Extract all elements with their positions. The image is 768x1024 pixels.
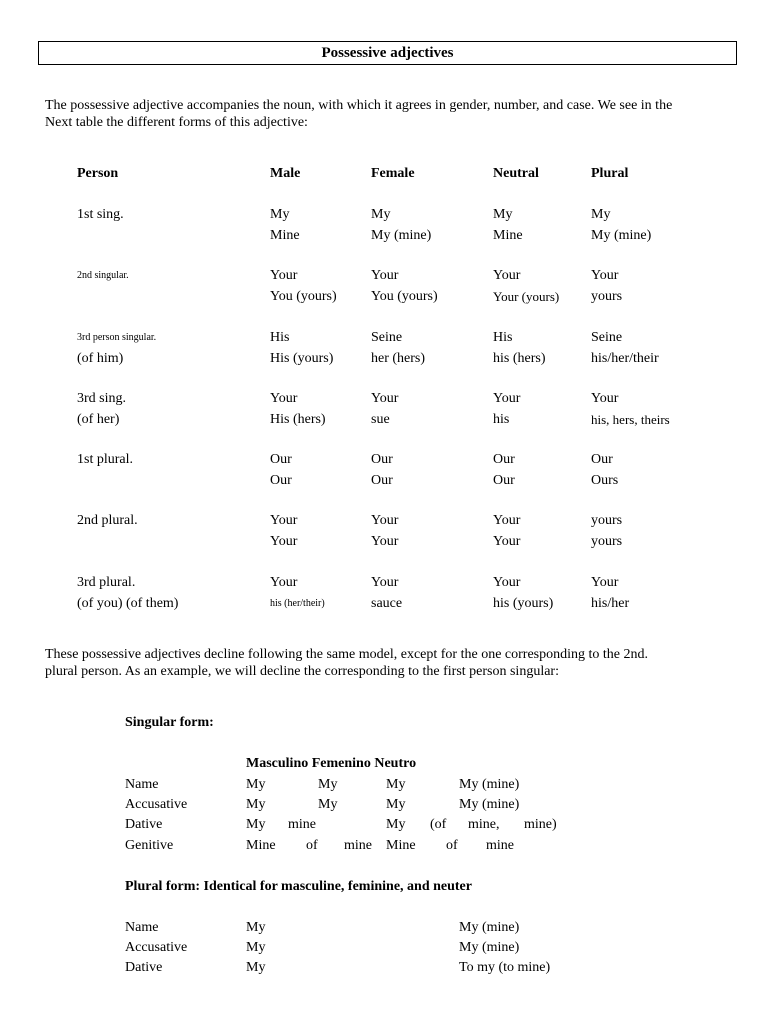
table-cell-plural: Your [591,575,619,590]
person-label: 3rd plural. [77,575,136,590]
table-cell-neutral: Mine [493,228,523,243]
table-cell-female: My (mine) [371,228,432,243]
declension-cell: My [386,777,406,792]
table-cell-male: Your [270,268,298,283]
person-label: 2nd singular. [77,270,129,281]
intro-text-1: The possessive adjective accompanies the noun, with which it agrees in gender, number, and case. We see in the [45,98,673,113]
declension-case-label: Accusative [125,797,188,812]
table-cell-neutral: Your [493,534,521,549]
table-cell-plural: Your [591,391,619,406]
declension-case-label: Name [125,920,159,935]
declension-cell: My [386,797,406,812]
person-label: (of her) [77,412,120,427]
declension-cell: My [246,817,266,832]
declension-cell: My (mine) [459,940,520,955]
declension-cell: My [246,920,266,935]
person-label: 1st plural. [77,452,133,467]
person-label: (of him) [77,351,124,366]
table-cell-male: Your [270,513,298,528]
person-label: 1st sing. [77,207,124,222]
header-female: Female [371,166,415,181]
outro-line-1 [45,646,725,663]
declension-case-label: Dative [125,960,163,975]
title-box [38,41,737,65]
table-cell-plural: his/her/their [591,351,659,366]
outro-paragraph [45,646,725,680]
table-cell-female: sauce [371,596,403,611]
table-cell-female: sue [371,412,390,427]
declension-cell: mine [486,838,514,853]
table-cell-neutral: Your [493,391,521,406]
table-cell-female: Your [371,534,399,549]
table-cell-female: Our [371,452,393,467]
table-cell-male: Your [270,575,298,590]
outro-text-2: plural person. As an example, we will decline the corresponding to the first person singular: [45,664,559,679]
person-label: 3rd sing. [77,391,126,406]
declension-cell: Mine [386,838,416,853]
declension-case-label: Genitive [125,838,174,853]
header-plural: Plural [591,166,629,181]
intro-line-1 [45,97,725,114]
table-cell-male: Our [270,473,292,488]
declension-cell: of [446,838,458,853]
table-cell-neutral: Your [493,575,521,590]
table-cell-plural: yours [591,513,623,528]
header-person: Person [77,166,119,181]
declension-cell: My [318,797,338,812]
table-cell-female: You (yours) [371,289,438,304]
declension-cell: Mine [246,838,276,853]
table-cell-female: Your [371,391,399,406]
table-cell-plural: Ours [591,473,619,488]
table-cell-neutral: Your (yours) [493,289,560,304]
declension-cell: My [246,797,266,812]
table-cell-female: Seine [371,330,403,345]
table-cell-male: My [270,207,290,222]
header-neutral: Neutral [493,166,539,181]
declension-cell: mine, [468,817,500,832]
table-cell-male: His [270,330,290,345]
table-cell-male: His (hers) [270,412,326,427]
declension-cell: (of [430,817,447,832]
declension-cell: My (mine) [459,920,520,935]
table-cell-plural: My (mine) [591,228,652,243]
table-cell-plural: his, hers, theirs [591,412,670,427]
table-cell-neutral: My [493,207,513,222]
declension-cell: My [386,817,406,832]
table-cell-female: her (hers) [371,351,426,366]
declension-cell: My [318,777,338,792]
declension-cell: My (mine) [459,777,520,792]
declension-case-label: Accusative [125,940,188,955]
plural-heading: Plural form: Identical for masculine, feminine, and neuter [125,879,472,894]
declension-case-label: Dative [125,817,163,832]
table-cell-plural: yours [591,289,623,304]
table-cell-plural: his/her [591,596,630,611]
table-cell-neutral: Your [493,513,521,528]
table-cell-male: His (yours) [270,351,334,366]
table-cell-plural: Our [591,452,613,467]
declension-cell: of [306,838,318,853]
outro-text-1: These possessive adjectives decline following the same model, except for the one corresponding to the 2nd. [45,647,648,662]
table-cell-plural: My [591,207,611,222]
table-cell-neutral: Our [493,452,515,467]
declension-cell: My [246,960,266,975]
declension-case-label: Name [125,777,159,792]
singular-heading: Singular form: [125,715,214,730]
table-cell-male: Our [270,452,292,467]
singular-columns-header: Masculino Femenino Neutro [246,756,417,771]
person-label: (of you) (of them) [77,596,179,611]
table-cell-female: Your [371,575,399,590]
table-cell-neutral: his [493,412,510,427]
table-cell-male: Your [270,391,298,406]
declension-cell: mine [344,838,372,853]
table-cell-female: Our [371,473,393,488]
table-cell-plural: yours [591,534,623,549]
intro-paragraph [45,97,725,131]
table-cell-female: Your [371,268,399,283]
person-label: 2nd plural. [77,513,138,528]
table-cell-female: Your [371,513,399,528]
header-male: Male [270,166,301,181]
declension-cell: To my (to mine) [459,960,551,975]
table-cell-neutral: Our [493,473,515,488]
table-cell-male: You (yours) [270,289,337,304]
table-cell-male: his (her/their) [270,598,325,609]
declension-cell: mine) [524,817,557,832]
table-cell-plural: Your [591,268,619,283]
table-cell-male: Mine [270,228,300,243]
table-cell-neutral: his (yours) [493,596,554,611]
intro-text-2: Next table the different forms of this adjective: [45,115,308,130]
person-label: 3rd person singular. [77,332,157,343]
declension-cell: My [246,940,266,955]
table-cell-neutral: Your [493,268,521,283]
declension-cell: mine [288,817,316,832]
declension-cell: My (mine) [459,797,520,812]
page-title: Possessive adjectives [321,45,454,61]
declension-cell: My [246,777,266,792]
table-cell-plural: Seine [591,330,623,345]
table-cell-male: Your [270,534,298,549]
table-cell-neutral: His [493,330,513,345]
table-cell-neutral: his (hers) [493,351,546,366]
table-cell-female: My [371,207,391,222]
